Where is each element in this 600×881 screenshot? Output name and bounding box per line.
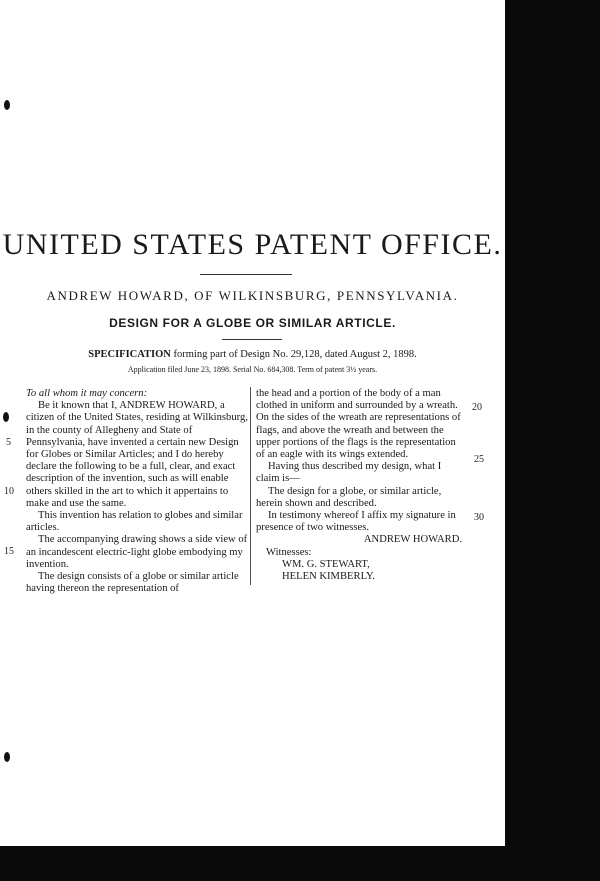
scan-edge-bottom — [0, 846, 600, 881]
witnesses-label: Witnesses: — [266, 546, 312, 558]
spec-label: SPECIFICATION — [88, 349, 171, 360]
specification-line — [0, 349, 505, 360]
line-number: 10 — [4, 486, 14, 497]
punch-hole-mark — [4, 752, 10, 762]
salutation: To all whom it may concern: — [26, 388, 148, 399]
paragraph: Having thus described my design, what I claim is— — [256, 461, 442, 485]
scan-edge-right — [505, 0, 600, 881]
paragraph: The design consists of a globe or similar article having thereon the representation of — [26, 571, 239, 595]
inventor-line: ANDREW HOWARD, OF WILKINSBURG, PENNSYLVANIA. — [46, 288, 459, 303]
paragraph: The design for a globe, or similar article, herein shown and described. — [256, 485, 442, 509]
spec-rest: forming part of Design No. 29,128, dated August 2, 1898. — [170, 349, 417, 360]
paragraph: Be it known that I, ANDREW HOWARD, a citizen of the United States, residing at Wilkinsburg, in the county of Allegheny and State of Pennsylvania, have invented a certain new Design for Globes or Similar Articles; and I do hereby declare the following to be a full, clear, and exact description of the invention, such as will enable others skilled in the art to which it appertains to make and use the same. — [26, 400, 248, 509]
paragraph: In testimony whereof I affix my signature in presence of two witnesses. — [256, 510, 456, 534]
paragraph: This invention has relation to globes and similar articles. — [26, 510, 243, 534]
witness-name: WM. G. STEWART, — [282, 558, 370, 570]
paragraph: the head and a portion of the body of a man clothed in uniform and surrounded by a wreath. On the sides of the wreath are representations of flags, and above the wreath and between the upper portions of the flags is the representation of an eagle with its wings extended. — [256, 388, 461, 461]
line-number: 25 — [474, 454, 484, 465]
punch-hole-mark — [3, 412, 9, 422]
office-title: UNITED STATES PATENT OFFICE. — [2, 228, 503, 261]
witness-name: HELEN KIMBERLY. — [282, 571, 375, 583]
column-divider — [250, 387, 251, 585]
punch-hole-mark — [4, 100, 10, 110]
left-column — [26, 388, 248, 595]
application-line: Application filed June 23, 1898. Serial No. 684,308. Term of patent 3½ years. — [127, 365, 378, 374]
line-number: 30 — [474, 512, 484, 523]
right-column — [256, 388, 466, 583]
signature: ANDREW HOWARD. — [363, 534, 462, 546]
line-number: 5 — [6, 437, 11, 448]
design-rule — [222, 339, 282, 340]
line-number: 20 — [472, 402, 482, 413]
title-rule — [200, 274, 292, 275]
line-number: 15 — [4, 546, 14, 557]
design-title: DESIGN FOR A GLOBE OR SIMILAR ARTICLE. — [109, 316, 396, 330]
paragraph: The accompanying drawing shows a side view of an incandescent electric-light globe embodying my invention. — [26, 534, 248, 570]
